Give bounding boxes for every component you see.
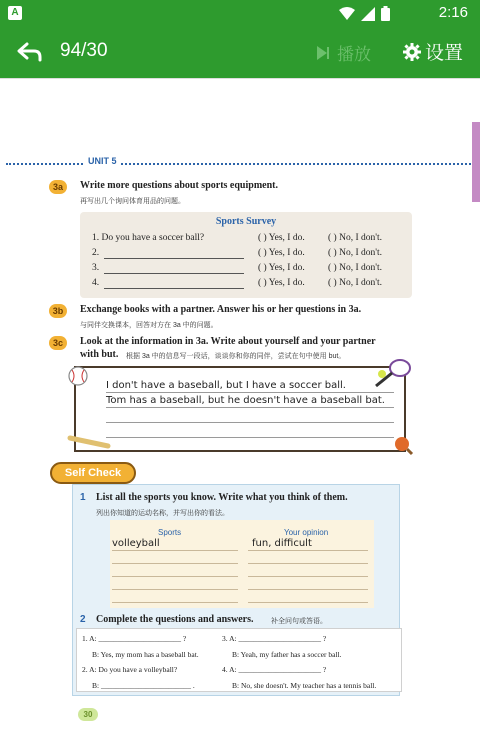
gear-icon — [403, 43, 421, 61]
tennis-racket-icon — [372, 358, 414, 390]
qa-item-2a: 2. A: Do you have a volleyball? — [82, 665, 178, 674]
survey-no-option[interactable]: ( ) No, I don't. — [328, 233, 382, 243]
handwritten-line: I don't have a baseball, but I have a soccer ball. — [106, 380, 346, 391]
unit-label: UNIT 5 — [84, 156, 121, 166]
book-page-number: 30 — [78, 708, 98, 721]
table-line — [112, 550, 238, 551]
survey-no-option[interactable]: ( ) No, I don't. — [328, 248, 382, 258]
self-check-q1-instruction: List all the sports you know. Write what you think of them. — [96, 492, 348, 503]
signal-icon — [361, 7, 375, 21]
instruction-3c-cn: 根据 3a 中的信息写一段话，谈谈你和你的同伴，尝试在句中使用 but。 — [126, 353, 346, 360]
instruction-3b: Exchange books with a partner. Answer his or her questions in 3a. — [80, 304, 362, 315]
instruction-3a: Write more questions about sports equipment. — [80, 180, 278, 191]
survey-blank-line[interactable] — [104, 288, 244, 289]
ping-pong-paddle-icon — [392, 434, 414, 456]
status-icons — [339, 6, 390, 21]
qa-item-1a[interactable]: 1. A: ______________________ ? — [82, 634, 187, 643]
wifi-icon — [339, 7, 355, 21]
page-counter: 94/30 — [60, 40, 108, 61]
survey-yes-option[interactable]: ( ) Yes, I do. — [258, 248, 305, 258]
settings-button[interactable] — [403, 38, 463, 65]
self-check-label: Self Check — [50, 462, 136, 484]
play-label: 播放 — [337, 45, 371, 64]
qa-item-3a[interactable]: 3. A: ______________________ ? — [222, 634, 327, 643]
table-entry-sport: volleyball — [112, 538, 160, 549]
table-header-sports: Sports — [158, 528, 182, 537]
status-time: 2:16 — [438, 4, 468, 21]
table-line — [112, 563, 238, 564]
status-bar — [0, 0, 480, 26]
sports-opinion-table — [110, 520, 374, 608]
survey-row — [92, 233, 408, 247]
qa-item-4b: B: No, she doesn't. My teacher has a tennis ball. — [232, 681, 377, 690]
qa-item-4a[interactable]: 4. A: ______________________ ? — [222, 665, 327, 674]
instruction-3c-line1: Look at the information in 3a. Write about yourself and your partner — [80, 336, 376, 347]
table-line — [112, 589, 238, 590]
section-badge-3c: 3c — [49, 336, 67, 350]
survey-no-option[interactable]: ( ) No, I don't. — [328, 278, 382, 288]
survey-row — [92, 263, 408, 277]
self-check-q2-instruction: Complete the questions and answers. — [96, 614, 254, 625]
table-line — [248, 576, 368, 577]
table-line — [248, 563, 368, 564]
survey-blank-line[interactable] — [104, 258, 244, 259]
qa-item-3b: B: Yeah, my father has a soccer ball. — [232, 650, 342, 659]
table-line — [248, 602, 368, 603]
table-header-opinion: Your opinion — [284, 528, 329, 537]
survey-question: 3. — [92, 263, 100, 273]
survey-row — [92, 278, 408, 292]
table-line — [248, 550, 368, 551]
qa-item-2b[interactable]: B: ________________________ . — [92, 681, 195, 690]
survey-yes-option[interactable]: ( ) Yes, I do. — [258, 233, 305, 243]
writing-line — [106, 437, 394, 438]
handwritten-line: Tom has a baseball, but he doesn't have a baseball bat. — [106, 395, 385, 406]
section-badge-3a: 3a — [49, 180, 67, 194]
baseball-bat-icon — [66, 434, 112, 450]
survey-question: 4. — [92, 278, 100, 288]
settings-label: 设置 — [425, 43, 464, 64]
question-number-1: 1 — [80, 492, 86, 503]
section-badge-3b: 3b — [49, 304, 67, 318]
table-line — [112, 602, 238, 603]
sports-survey — [80, 212, 412, 298]
baseball-icon — [66, 364, 90, 388]
table-line — [112, 576, 238, 577]
survey-no-option[interactable]: ( ) No, I don't. — [328, 263, 382, 273]
question-number-2: 2 — [80, 614, 86, 625]
reader-toolbar — [0, 26, 480, 78]
qa-item-1b: B: Yes, my mom has a baseball bat. — [92, 650, 199, 659]
unit-divider — [6, 163, 471, 165]
writing-line — [106, 392, 394, 393]
writing-line — [106, 407, 394, 408]
survey-row — [92, 248, 408, 262]
unit-header — [6, 156, 476, 170]
play-button[interactable] — [315, 40, 371, 65]
instruction-3a-cn: 再写出几个询问体育用品的问题。 — [80, 198, 185, 205]
play-icon — [315, 45, 331, 61]
survey-yes-option[interactable]: ( ) Yes, I do. — [258, 278, 305, 288]
survey-title: Sports Survey — [215, 216, 277, 227]
self-check-q1-instruction-cn: 列出你知道的运动名称，并写出你的看法。 — [96, 510, 229, 517]
instruction-3b-cn: 与同伴交换课本，回答对方在 3a 中的问题。 — [80, 322, 218, 329]
app-notification-icon: A — [8, 6, 22, 20]
battery-icon — [381, 6, 390, 21]
writing-box[interactable] — [74, 366, 406, 452]
survey-question: 1. Do you have a soccer ball? — [92, 233, 205, 243]
survey-question: 2. — [92, 248, 100, 258]
survey-blank-line[interactable] — [104, 273, 244, 274]
back-arrow-icon — [16, 38, 44, 66]
back-button[interactable] — [16, 38, 44, 66]
table-line — [248, 589, 368, 590]
instruction-3c-line2: with but. — [80, 349, 119, 360]
table-entry-opinion: fun, difficult — [252, 538, 312, 549]
writing-line — [106, 422, 394, 423]
survey-yes-option[interactable]: ( ) Yes, I do. — [258, 263, 305, 273]
self-check-q2-instruction-cn: 补全问句或答语。 — [271, 618, 327, 625]
